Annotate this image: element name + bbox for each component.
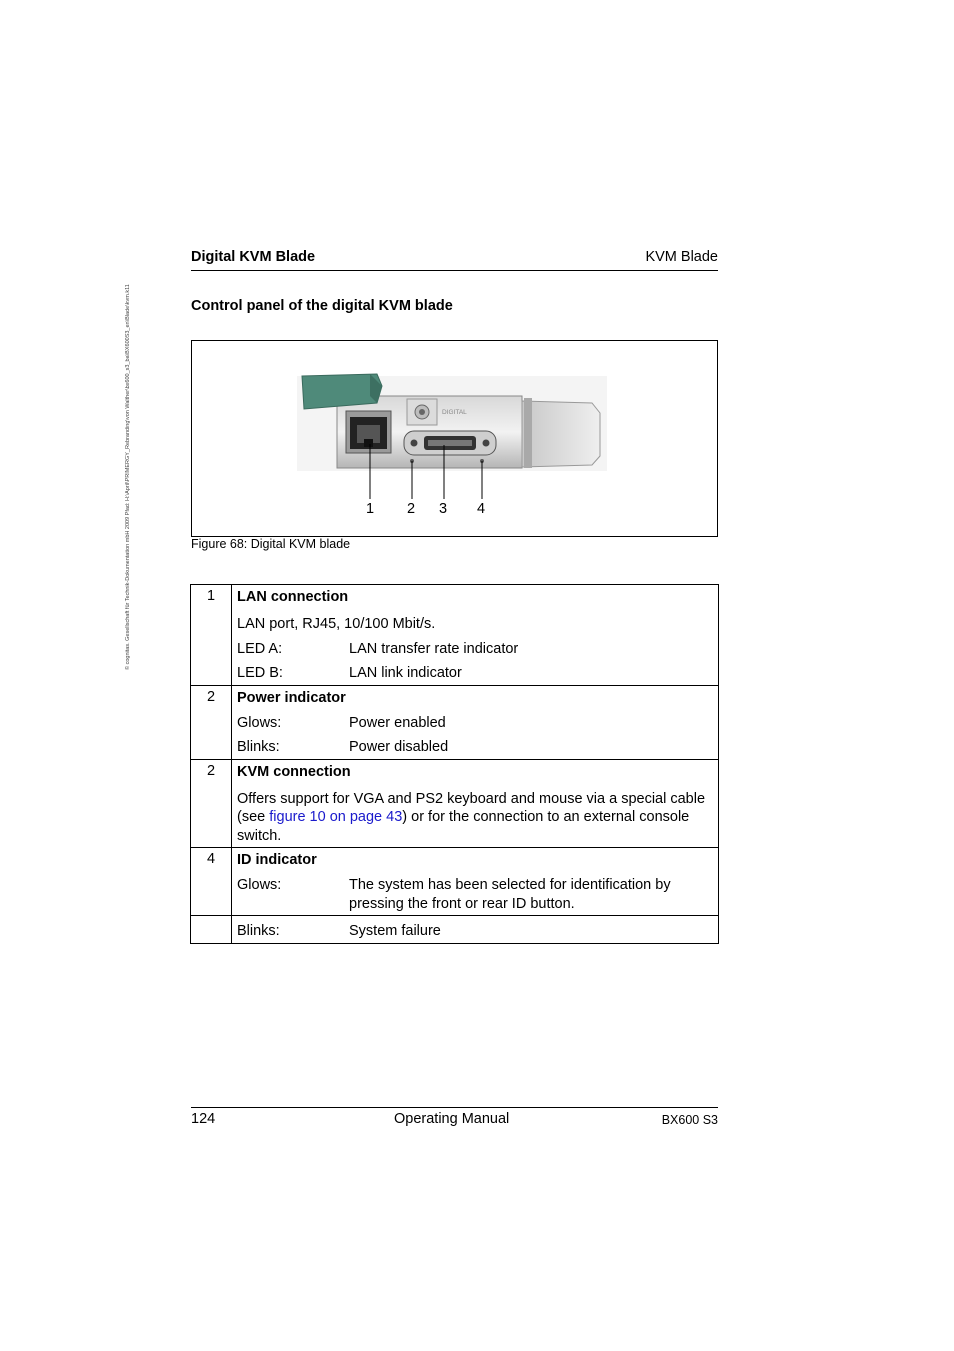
page-footer — [191, 1107, 718, 1132]
item-text — [237, 790, 713, 846]
item-body — [232, 759, 719, 848]
callout-3: 3 — [439, 501, 448, 517]
figure-reference-link[interactable]: figure 10 on page 43 — [269, 809, 403, 825]
figure-box — [191, 340, 718, 537]
item-body — [232, 685, 719, 759]
row-key: LED B: — [237, 665, 283, 681]
table-row — [191, 848, 719, 916]
item-title: ID indicator — [237, 852, 317, 868]
table-row — [191, 685, 719, 759]
row-value: LAN transfer rate indicator — [349, 640, 519, 657]
item-title: Power indicator — [237, 689, 346, 706]
row-value: LAN link indicator — [349, 665, 462, 681]
legend-table — [190, 584, 719, 944]
item-number: 4 — [191, 848, 232, 916]
item-body — [232, 848, 719, 916]
row-value: Power disabled — [349, 739, 449, 755]
item-number — [191, 916, 232, 944]
header-section: KVM Blade — [645, 249, 718, 265]
table-row — [191, 759, 719, 848]
item-body — [232, 585, 719, 686]
item-row — [237, 664, 713, 683]
row-key: Blinks: — [237, 739, 280, 755]
row-key: Glows: — [237, 877, 282, 893]
side-note — [119, 240, 135, 670]
figure-caption: Figure 68: Digital KVM blade — [191, 537, 351, 551]
kvm-blade-illustration — [192, 341, 717, 536]
item-title: LAN connection — [237, 589, 349, 605]
row-value: System failure — [349, 923, 441, 939]
table-row — [191, 916, 719, 944]
item-title: KVM connection — [237, 763, 351, 780]
panel-label: DIGITAL — [442, 409, 467, 416]
manual-name: Operating Manual — [394, 1111, 510, 1127]
item-row — [237, 876, 713, 913]
row-key: Blinks: — [237, 923, 280, 939]
row-key: Glows: — [237, 714, 282, 731]
item-number: 2 — [191, 759, 232, 848]
item-row — [237, 714, 713, 733]
callout-4: 4 — [477, 501, 486, 517]
item-text: LAN port, RJ45, 10/100 Mbit/s. — [237, 616, 436, 632]
item-row — [237, 922, 713, 941]
item-body — [232, 916, 719, 944]
item-row — [237, 640, 713, 659]
row-value: The system has been selected for identification by pressing the front or rear ID button. — [349, 877, 671, 912]
page-header — [191, 249, 718, 271]
page-number: 124 — [191, 1111, 216, 1127]
callout-2: 2 — [407, 501, 416, 517]
callout-1: 1 — [366, 501, 375, 517]
section-title: Control panel of the digital KVM blade — [191, 298, 453, 314]
header-chapter: Digital KVM Blade — [191, 249, 316, 265]
side-note-text: © cognitas. Gesellschaft für Technik-Dokumentation mbH 2009 Pfad: H:\April\PRIMERGY_Rebranding\von Walther\bx600_s3_ba\BX600S3_en\Blade\kvm.k11 — [125, 284, 131, 670]
item-number: 1 — [191, 585, 232, 686]
item-number: 2 — [191, 685, 232, 759]
item-row — [237, 738, 713, 757]
table-row — [191, 585, 719, 686]
text-after: ) or for the connection to an external console switch. — [237, 809, 690, 844]
row-key: LED A: — [237, 640, 283, 657]
text-before: Offers support for VGA and PS2 keyboard and mouse via a special cable (see — [237, 790, 706, 825]
model-name: BX600 S3 — [661, 1113, 718, 1127]
row-value: Power enabled — [349, 714, 446, 731]
